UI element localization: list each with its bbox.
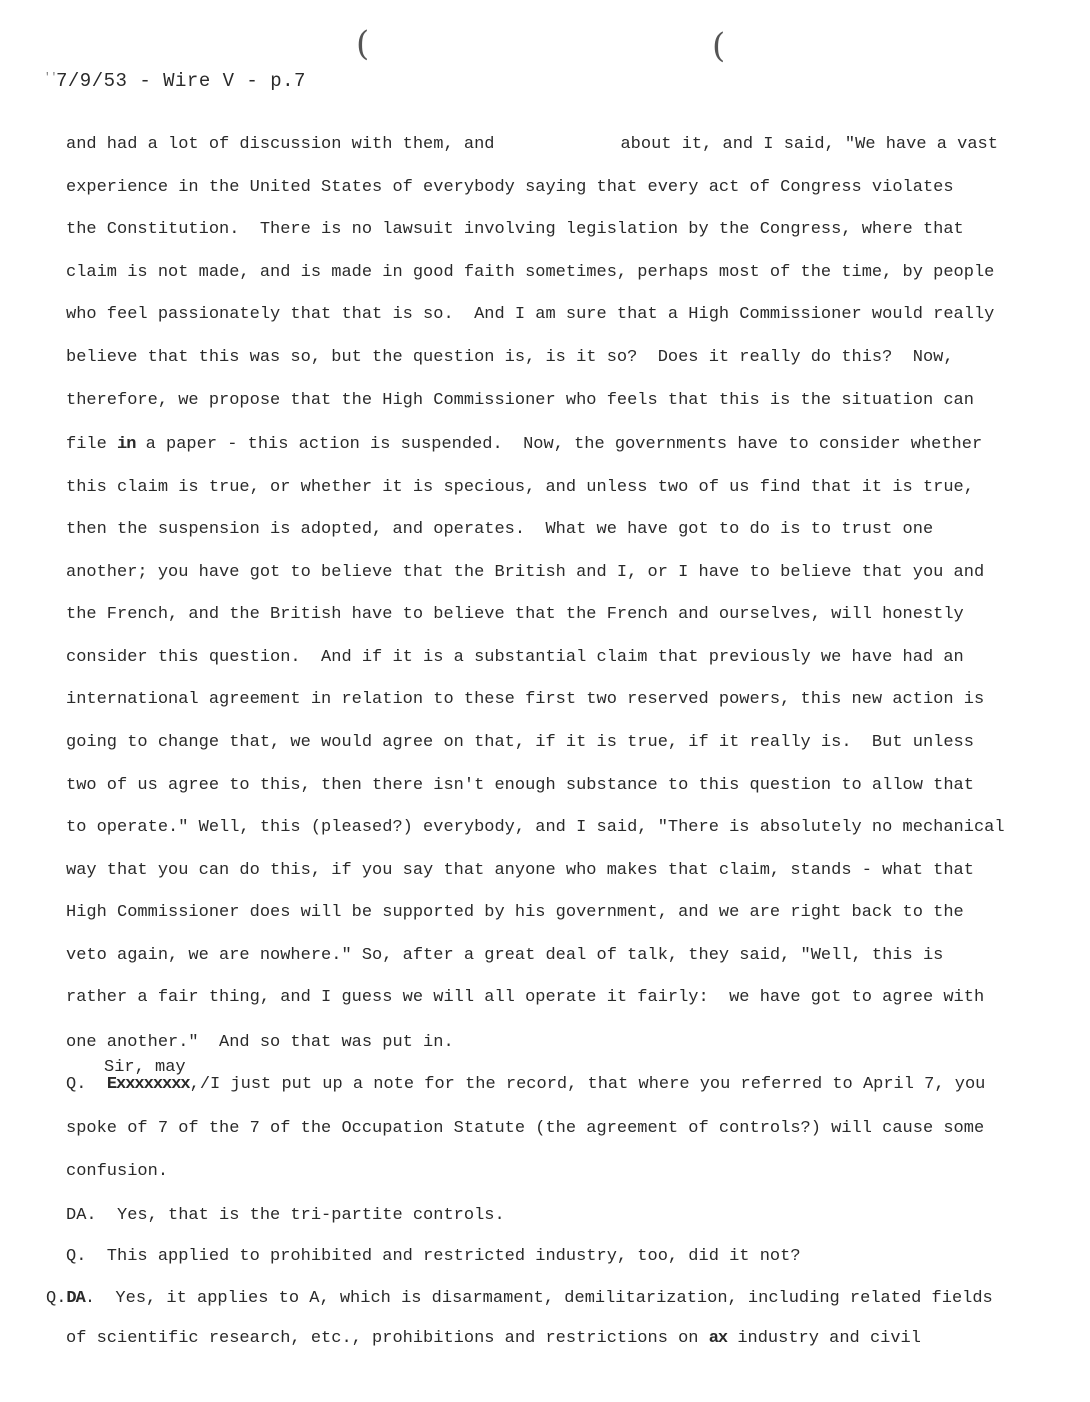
margin-mark: ''	[44, 72, 58, 84]
text-line: believe that this was so, but the question is, is it so? Does it really do this? Now,	[66, 349, 954, 366]
struck-text: in	[117, 436, 136, 453]
text-line: then the suspension is adopted, and operates. What we have got to do is to trust one	[66, 521, 934, 538]
text-line: this claim is true, or whether it is specious, and unless two of us find that it is true,	[66, 479, 974, 496]
answer-line	[46, 1290, 1036, 1307]
inserted-text: Sir, may	[104, 1058, 186, 1077]
text-line: therefore, we propose that the High Commissioner who feels that this is the situation can	[66, 392, 974, 409]
text-line: to operate." Well, this (pleased?) everybody, and I said, "There is absolutely no mechanical	[66, 819, 1005, 836]
text-line: veto again, we are nowhere." So, after a great deal of talk, they said, "Well, this is	[66, 947, 944, 964]
text-line: international agreement in relation to these first two reserved powers, this new action is	[66, 691, 985, 708]
question-line: spoke of 7 of the 7 of the Occupation Statute (the agreement of controls?) will cause some	[66, 1120, 985, 1137]
text-segment: of scientific research, etc., prohibitions and restrictions on	[66, 1330, 699, 1347]
question-line	[66, 1076, 1056, 1093]
text-line: experience in the United States of everybody saying that every act of Congress violates	[66, 179, 954, 196]
text-segment: industry and civil	[737, 1330, 921, 1347]
text-segment: and had a lot of discussion with them, and	[66, 136, 495, 153]
text-line: who feel passionately that that is so. And I am sure that a High Commissioner would really	[66, 306, 995, 323]
text-line: the Constitution. There is no lawsuit involving legislation by the Congress, where that	[66, 221, 964, 238]
text-segment: . Yes, it applies to A, which is disarmament, demilitarization, including related fields	[84, 1290, 993, 1307]
struck-text: DA	[66, 1290, 85, 1307]
question-line: Q. This applied to prohibited and restricted industry, too, did it not?	[66, 1248, 801, 1265]
text-line: the French, and the British have to believe that the French and ourselves, will honestly	[66, 606, 964, 623]
text-line: way that you can do this, if you say that anyone who makes that claim, stands - what that	[66, 862, 974, 879]
left-parenthesis-mark: (	[356, 24, 370, 64]
text-line: one another." And so that was put in.	[66, 1034, 454, 1051]
text-line: two of us agree to this, then there isn't enough substance to this question to allow that	[66, 777, 974, 794]
text-line	[66, 436, 1056, 453]
text-line: consider this question. And if it is a substantial claim that previously we have had an	[66, 649, 964, 666]
speaker-label: Q.	[46, 1290, 67, 1307]
text-segment: file	[66, 436, 107, 453]
answer-line: DA. Yes, that is the tri-partite controls.	[66, 1207, 505, 1224]
text-line: another; you have got to believe that the British and I, or I have to believe that you and	[66, 564, 985, 581]
text-segment: about it, and I said, "We have a vast	[620, 136, 998, 153]
struck-text: Exxxxxxxx	[106, 1076, 190, 1093]
text-segment: ,/I just put up a note for the record, that where you referred to April 7, you	[189, 1076, 986, 1093]
speaker-label: Q.	[66, 1076, 87, 1093]
text-line: High Commissioner does will be supported by his government, and we are right back to the	[66, 904, 964, 921]
page-header: 7/9/53 - Wire V - p.7	[56, 70, 306, 92]
text-line: claim is not made, and is made in good faith sometimes, perhaps most of the time, by people	[66, 264, 995, 281]
question-line: confusion.	[66, 1163, 169, 1180]
struck-text: ax	[708, 1330, 728, 1347]
text-line: rather a fair thing, and I guess we will all operate it fairly: we have got to agree with	[66, 989, 985, 1006]
text-segment: a paper - this action is suspended. Now, the governments have to consider whether	[145, 436, 983, 453]
right-parenthesis-mark: (	[712, 26, 726, 66]
text-line	[66, 136, 1056, 153]
answer-line	[66, 1330, 1056, 1347]
text-line: going to change that, we would agree on that, if it is true, if it really is. But unless	[66, 734, 974, 751]
